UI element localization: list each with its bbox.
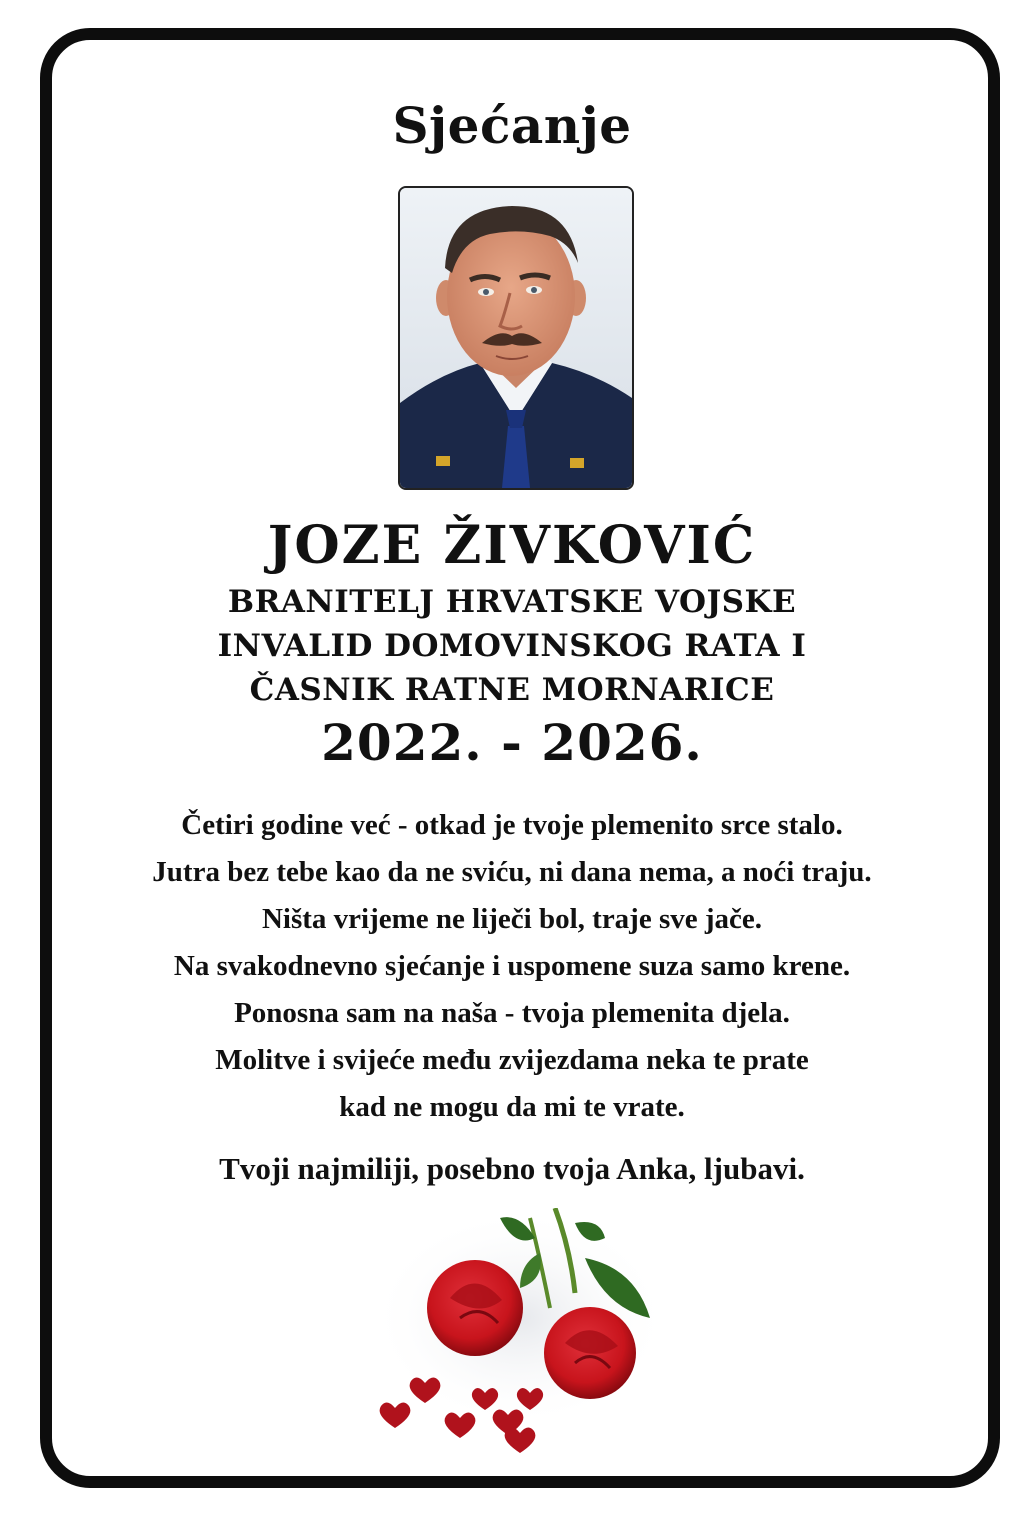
poem-line: Ništa vrijeme ne liječi bol, traje sve jače. (261, 903, 763, 935)
roses-decoration (370, 1208, 670, 1453)
roses-icon (370, 1208, 670, 1453)
poem-line: kad ne mogu da mi te vrate. (339, 1091, 685, 1123)
title-line-2: INVALID DOMOVINSKOG RATA I (217, 628, 807, 664)
portrait-image (400, 188, 632, 488)
portrait-photo (398, 186, 634, 490)
poem-line: Na svakodnevno sjećanje i uspomene suza samo krene. (173, 950, 851, 982)
deceased-name: JOZE ŽIVKOVIĆ (267, 515, 757, 576)
title-line-1: BRANITELJ HRVATSKE VOJSKE (227, 584, 797, 620)
poem-line: Četiri godine već - otkad je tvoje plemenito srce stalo. (181, 809, 843, 841)
notice-heading: Sjećanje (392, 96, 632, 155)
signature: Tvoji najmiliji, posebno tvoja Anka, ljubavi. (219, 1151, 805, 1186)
title-line-3: ČASNIK RATNE MORNARICE (249, 672, 775, 708)
memorial-years: 2022. - 2026. (321, 713, 703, 772)
memorial-poem (0, 802, 1024, 1131)
poem-line: Jutra bez tebe kao da ne sviću, ni dana nema, a noći traju. (152, 856, 872, 888)
poem-line: Molitve i svijeće među zvijezdama neka te prate (215, 1044, 809, 1076)
poem-line: Ponosna sam na naša - tvoja plemenita djela. (234, 997, 790, 1029)
